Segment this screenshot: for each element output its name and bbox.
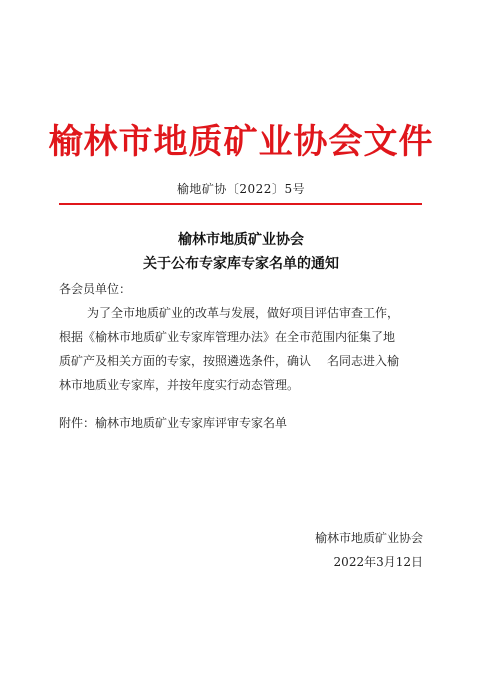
body-line-3 (59, 349, 427, 373)
notice-title-line2: 关于公布专家库专家名单的通知 (143, 256, 339, 272)
issue-date: 2022年3月12日 (333, 555, 423, 569)
body-line-4: 林市地质业专家库，并按年度实行动态管理。 (59, 378, 300, 392)
body-line-3-part-b: 名同志进入榆 (327, 354, 400, 368)
salutation: 各会员单位： (59, 282, 132, 296)
document-header-title: 榆林市地质矿业协会文件 (48, 122, 434, 162)
body-line-1: 为了全市地质矿业的改革与发展，做好项目评估审查工作， (87, 306, 400, 320)
body-line-3-part-a: 质矿产及相关方面的专家，按照遴选条件，确认 (59, 354, 312, 368)
notice-title-line1: 榆林市地质矿业协会 (178, 232, 304, 248)
issuer-signature: 榆林市地质矿业协会 (314, 531, 423, 545)
body-line-2: 根据《榆林市地质矿业专家库管理办法》在全市范围内征集了地 (59, 330, 396, 344)
document-number: 榆地矿协〔2022〕5号 (176, 182, 306, 196)
header-divider (59, 203, 422, 205)
attachment-note: 附件：榆林市地质矿业专家库评审专家名单 (59, 416, 288, 430)
